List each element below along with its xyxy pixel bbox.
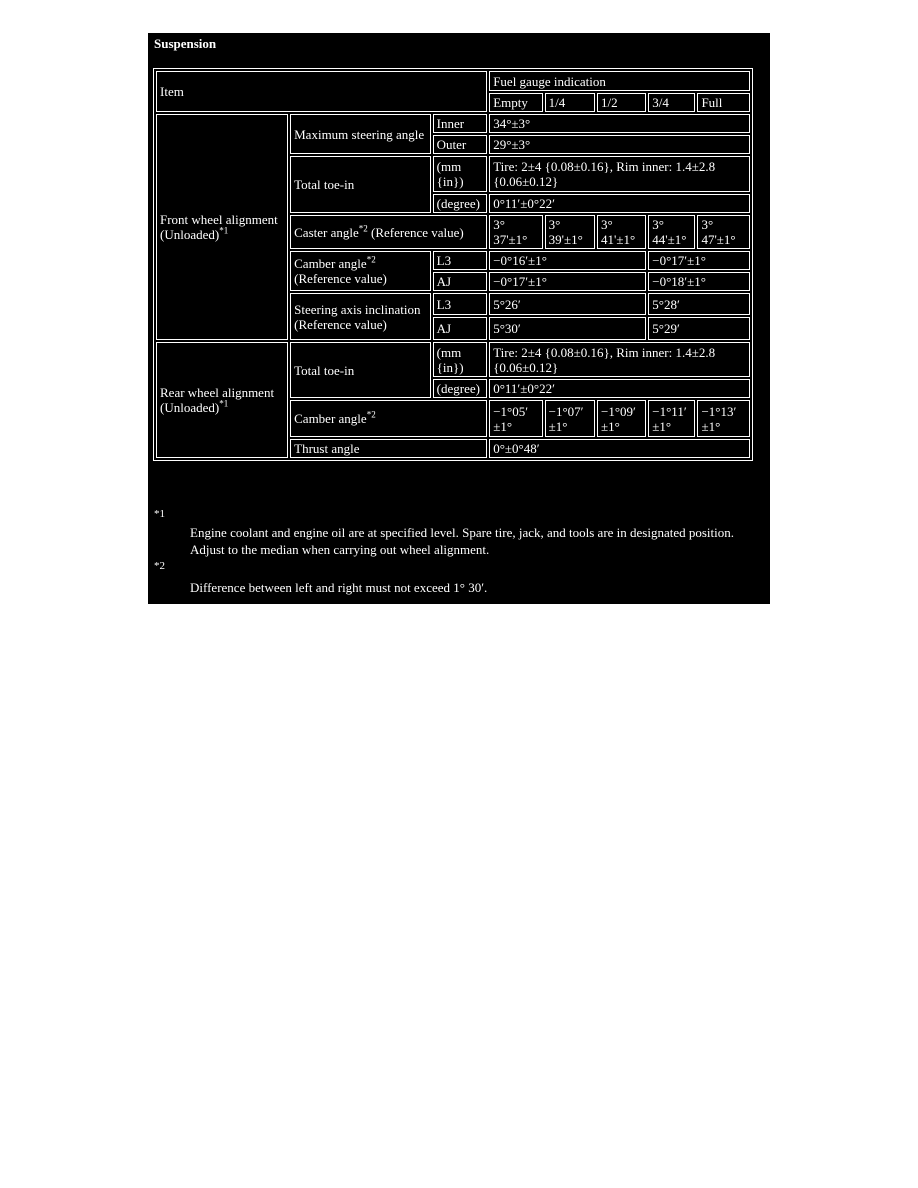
row-label: Total toe-in	[290, 342, 431, 398]
value-cell: Tire: 2±4 {0.08±0.16}, Rim inner: 1.4±2.8 {0.06±0.12}	[489, 156, 750, 192]
header-row	[156, 71, 750, 91]
sub-label: L3	[433, 293, 488, 315]
value-cell: 5°26′	[489, 293, 646, 315]
section-title: Suspension	[154, 36, 217, 51]
item-header: Item	[156, 71, 487, 112]
value-cell: 5°28′	[648, 293, 750, 315]
table-row	[156, 342, 750, 377]
sub-label: Outer	[433, 135, 488, 154]
value-cell: −0°17′±1°	[648, 251, 750, 270]
row-label: Camber angle$^{*2}$ (Reference value)	[290, 251, 431, 291]
row-label: Maximum steering angle	[290, 114, 431, 154]
value-cell: −1°05′ ±1°	[489, 400, 542, 437]
footnote-mark: *1	[154, 508, 165, 520]
value-cell: 29°±3°	[489, 135, 750, 154]
value-cell: 5°30′	[489, 317, 646, 340]
sub-label: L3	[433, 251, 488, 270]
value-cell: −0°16′±1°	[489, 251, 646, 270]
value-cell: −0°17′±1°	[489, 272, 646, 291]
value-cell: −0°18′±1°	[648, 272, 750, 291]
fuel-level: 1/4	[545, 93, 595, 112]
value-cell: 5°29′	[648, 317, 750, 340]
value-cell: 3° 41'±1°	[597, 215, 646, 249]
document-panel	[148, 33, 770, 604]
value-cell: 3° 39'±1°	[545, 215, 595, 249]
fuel-level: Empty	[489, 93, 542, 112]
value-cell: Tire: 2±4 {0.08±0.16}, Rim inner: 1.4±2.8 {0.06±0.12}	[489, 342, 750, 377]
sub-label: (mm {in})	[433, 156, 488, 192]
fuel-level: Full	[697, 93, 750, 112]
value-cell: 0°11′±0°22′	[489, 194, 750, 213]
row-label: Thrust angle	[290, 439, 487, 458]
rear-group-label: Rear wheel alignment (Unloaded)$^{*1}$	[156, 342, 288, 458]
sub-label: AJ	[433, 317, 488, 340]
value-cell: −1°11′ ±1°	[648, 400, 695, 437]
sub-label: AJ	[433, 272, 488, 291]
row-label: Total toe-in	[290, 156, 431, 213]
value-cell: −1°09′ ±1°	[597, 400, 646, 437]
footnote-text: Difference between left and right must not exceed 1° 30′.	[190, 580, 488, 595]
fuel-level: 1/2	[597, 93, 646, 112]
value-cell: −1°07′ ±1°	[545, 400, 595, 437]
fuel-level: 3/4	[648, 93, 695, 112]
value-cell: 3° 37'±1°	[489, 215, 542, 249]
row-label: Steering axis inclination (Reference value)	[290, 293, 431, 340]
footnote-mark: *2	[154, 560, 165, 572]
row-label: Camber angle$^{*2}$	[290, 400, 487, 437]
front-group-label: Front wheel alignment (Unloaded)$^{*1}$	[156, 114, 288, 340]
value-cell: −1°13′ ±1°	[697, 400, 750, 437]
sub-label: (mm {in})	[433, 342, 488, 377]
row-label: Caster angle$^{*2}$ (Reference value)	[290, 215, 487, 249]
sub-label: Inner	[433, 114, 488, 133]
value-cell: 34°±3°	[489, 114, 750, 133]
sub-label: (degree)	[433, 194, 488, 213]
suspension-spec-table	[153, 68, 753, 461]
value-cell: 0°11′±0°22′	[489, 379, 750, 398]
footnote-text: Engine coolant and engine oil are at specified level. Spare tire, jack, and tools are in designated position. Adjust to the median when carrying out wheel alignment.	[190, 525, 735, 557]
sub-label: (degree)	[433, 379, 488, 398]
value-cell: 3° 47'±1°	[697, 215, 750, 249]
value-cell: 0°±0°48′	[489, 439, 750, 458]
fuel-header: Fuel gauge indication	[489, 71, 750, 91]
table-row	[156, 114, 750, 133]
value-cell: 3° 44'±1°	[648, 215, 695, 249]
